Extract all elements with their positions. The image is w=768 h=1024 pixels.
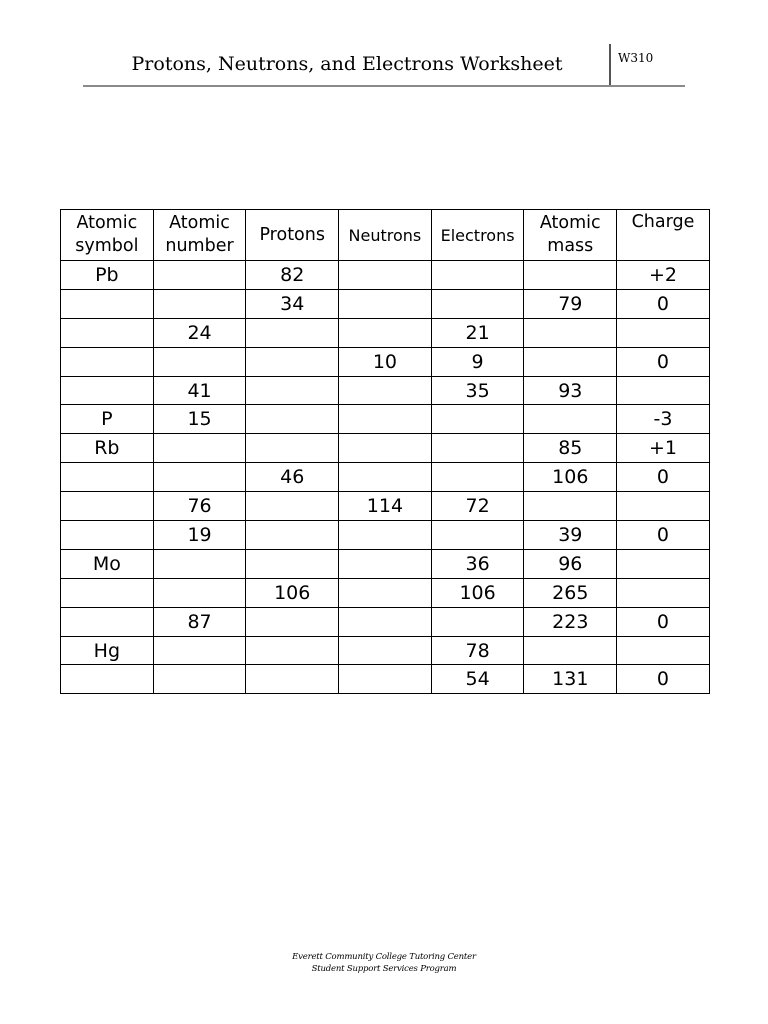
cell-protons: 46 [246,463,339,492]
cell-atomic-mass [524,492,617,521]
cell-charge: 0 [617,463,710,492]
header-atomic-mass: Atomic mass [524,210,617,261]
cell-protons [246,347,339,376]
cell-neutrons [339,636,432,665]
cell-electrons [431,521,524,550]
cell-atomic-number: 24 [153,318,246,347]
footer-line-1: Everett Community College Tutoring Center [292,952,476,962]
worksheet-table [60,209,710,694]
cell-neutrons [339,665,432,694]
cell-atomic-number [153,463,246,492]
cell-electrons: 35 [431,376,524,405]
cell-atomic-symbol: Hg [61,636,154,665]
footer [0,951,768,975]
table-row [61,347,710,376]
table-row [61,434,710,463]
cell-electrons [431,261,524,290]
cell-atomic-mass: 93 [524,376,617,405]
cell-protons [246,607,339,636]
cell-protons: 34 [246,289,339,318]
table-row [61,521,710,550]
table-row [61,405,710,434]
cell-atomic-mass: 131 [524,665,617,694]
cell-charge: -3 [617,405,710,434]
cell-neutrons [339,549,432,578]
cell-protons: 82 [246,261,339,290]
cell-neutrons: 10 [339,347,432,376]
cell-electrons: 72 [431,492,524,521]
cell-charge: 0 [617,347,710,376]
cell-neutrons [339,405,432,434]
header-atomic-number: Atomic number [153,210,246,261]
table-row [61,492,710,521]
cell-atomic-mass [524,261,617,290]
cell-atomic-mass [524,318,617,347]
cell-neutrons [339,521,432,550]
cell-atomic-symbol [61,376,154,405]
table-row [61,289,710,318]
cell-atomic-symbol [61,578,154,607]
cell-protons [246,434,339,463]
cell-atomic-number [153,636,246,665]
header-neutrons: Neutrons [339,210,432,261]
cell-atomic-symbol: P [61,405,154,434]
cell-atomic-mass [524,405,617,434]
cell-atomic-symbol [61,521,154,550]
cell-protons [246,521,339,550]
cell-neutrons [339,318,432,347]
cell-electrons [431,405,524,434]
table-row [61,376,710,405]
cell-charge: 0 [617,289,710,318]
table-row [61,665,710,694]
cell-protons [246,376,339,405]
header-divider [609,44,611,85]
table-row [61,636,710,665]
cell-electrons: 54 [431,665,524,694]
cell-atomic-mass: 39 [524,521,617,550]
table-row [61,318,710,347]
cell-electrons [431,607,524,636]
cell-atomic-number: 76 [153,492,246,521]
header-electrons: Electrons [431,210,524,261]
cell-neutrons [339,261,432,290]
table-row [61,578,710,607]
table-row [61,261,710,290]
cell-charge [617,376,710,405]
header-charge-label: Charge [631,212,695,232]
cell-protons [246,318,339,347]
cell-neutrons [339,376,432,405]
page-title: Protons, Neutrons, and Electrons Worksheet [131,53,563,75]
cell-electrons: 106 [431,578,524,607]
table-row [61,607,710,636]
cell-atomic-number [153,549,246,578]
cell-atomic-symbol: Rb [61,434,154,463]
cell-charge: 0 [617,521,710,550]
cell-atomic-symbol [61,318,154,347]
cell-electrons [431,434,524,463]
cell-charge [617,492,710,521]
table-header [61,210,710,261]
cell-atomic-number [153,289,246,318]
cell-atomic-number [153,578,246,607]
header-protons: Protons [246,210,339,261]
cell-atomic-symbol: Mo [61,549,154,578]
cell-electrons [431,289,524,318]
cell-atomic-number [153,434,246,463]
cell-protons [246,405,339,434]
cell-neutrons [339,434,432,463]
cell-neutrons [339,463,432,492]
cell-neutrons: 114 [339,492,432,521]
cell-electrons: 9 [431,347,524,376]
cell-protons: 106 [246,578,339,607]
cell-atomic-symbol [61,665,154,694]
cell-atomic-symbol: Pb [61,261,154,290]
cell-atomic-number: 19 [153,521,246,550]
cell-charge [617,636,710,665]
cell-atomic-number: 87 [153,607,246,636]
cell-protons [246,492,339,521]
cell-charge: 0 [617,607,710,636]
cell-atomic-mass [524,347,617,376]
cell-atomic-mass: 223 [524,607,617,636]
document-code: W310 [618,51,654,65]
cell-atomic-symbol [61,607,154,636]
cell-atomic-mass [524,636,617,665]
cell-atomic-mass: 85 [524,434,617,463]
cell-charge [617,318,710,347]
cell-electrons: 36 [431,549,524,578]
cell-protons [246,549,339,578]
cell-atomic-symbol [61,289,154,318]
cell-neutrons [339,289,432,318]
cell-neutrons [339,607,432,636]
cell-atomic-mass: 79 [524,289,617,318]
cell-charge [617,549,710,578]
cell-charge [617,578,710,607]
table-body [61,261,710,694]
cell-atomic-symbol [61,463,154,492]
cell-protons [246,636,339,665]
footer-line-2: Student Support Services Program [311,964,457,974]
cell-atomic-symbol [61,347,154,376]
cell-charge: +1 [617,434,710,463]
cell-electrons: 78 [431,636,524,665]
cell-atomic-mass: 265 [524,578,617,607]
cell-electrons: 21 [431,318,524,347]
cell-atomic-number [153,261,246,290]
cell-charge: 0 [617,665,710,694]
table-row [61,549,710,578]
cell-atomic-mass: 96 [524,549,617,578]
cell-atomic-symbol [61,492,154,521]
cell-neutrons [339,578,432,607]
cell-electrons [431,463,524,492]
cell-atomic-number: 41 [153,376,246,405]
header-atomic-symbol: Atomic symbol [61,210,154,261]
cell-atomic-number [153,347,246,376]
table-row [61,463,710,492]
page-header [83,44,685,87]
cell-protons [246,665,339,694]
cell-atomic-number: 15 [153,405,246,434]
header-row [61,210,710,261]
header-charge [617,210,710,261]
cell-atomic-mass: 106 [524,463,617,492]
cell-atomic-number [153,665,246,694]
cell-charge: +2 [617,261,710,290]
